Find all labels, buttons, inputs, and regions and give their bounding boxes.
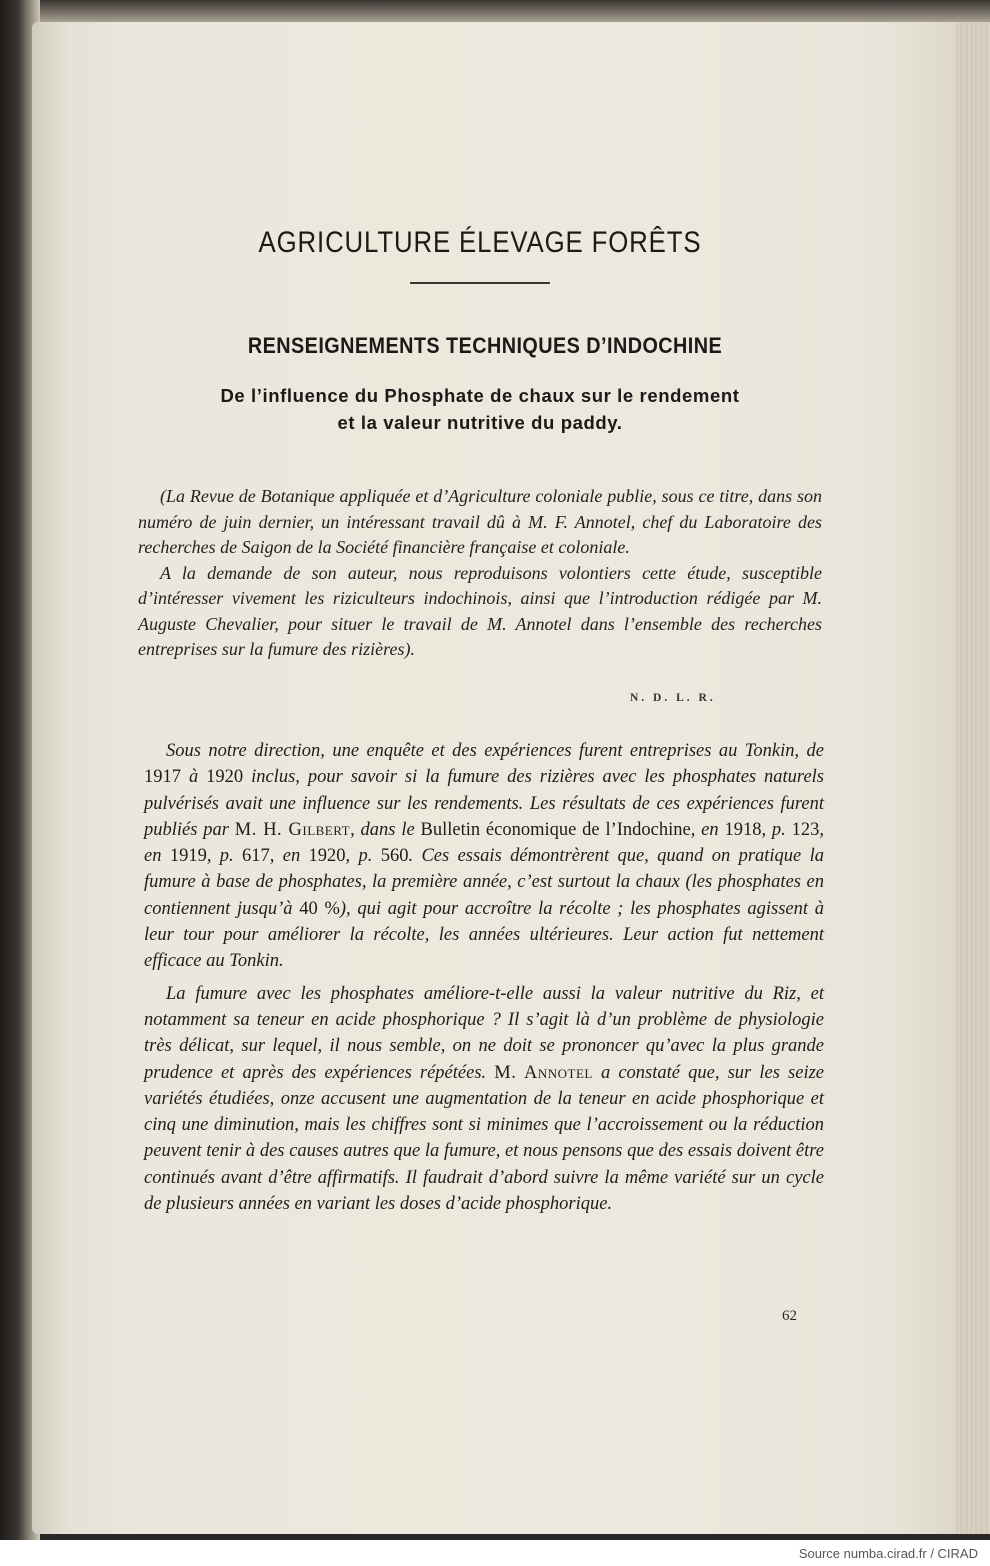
page-number: 62 bbox=[782, 1308, 797, 1324]
article-title-line-1: De l’influence du Phosphate de chaux sur le rendement bbox=[220, 385, 740, 406]
text-run: Sous notre direction, une enquête et des expériences furent entreprises au Tonkin, de bbox=[166, 741, 824, 761]
text-run: inclus, pour savoir si la fumure des rizières avec les phosphates naturels pulvérisés avait une influence sur les rendements. Les résultats de ces expériences furent publiés par bbox=[144, 767, 824, 840]
editor-note bbox=[138, 484, 822, 663]
text-run: , dans le bbox=[350, 819, 421, 840]
text-run: , en bbox=[144, 819, 825, 867]
editor-note-paragraph-1: (La Revue de Botanique appliquée et d’Agriculture coloniale publie, sous ce titre, dans son numéro de juin dernier, un intéressant travail dû à M. F. Annotel, chef du Laboratoire des recherches de Saigon de la Société financière française et coloniale. bbox=[138, 486, 822, 557]
editor-note-paragraph-2: A la demande de son auteur, nous reproduisons volontiers cette étude, susceptible d’intéresser vivement les riziculteurs indochinois, ainsi que l’introduction rédigée par M. Auguste Chevalier, pour situer le travail de M. Annotel dans l’ensemble des recherches entreprises sur la fumure des rizières). bbox=[138, 562, 822, 659]
text-run: à bbox=[181, 767, 207, 788]
article-body bbox=[144, 738, 824, 1217]
body-paragraph-2 bbox=[144, 981, 824, 1218]
reference-number: 123 bbox=[791, 819, 820, 840]
author-name: M. Annotel bbox=[494, 1062, 593, 1083]
section-title: AGRICULTURE ÉLEVAGE FORÊTS bbox=[258, 226, 702, 259]
article-title-line-2: et la valeur nutritive du paddy. bbox=[337, 412, 623, 433]
article-title bbox=[120, 382, 840, 436]
text-run: , en bbox=[690, 819, 725, 840]
text-run: La fumure avec les phosphates améliore-t-elle aussi la valeur nutritive du Riz, et notamment sa teneur en acide phosphorique ? Il s’agit là d’un problème de physiologie très délicat, sur lequel, il nous semble, on ne doit se prononcer qu’avec la plus grande prudence et après des expériences répétées. bbox=[144, 983, 824, 1083]
text-run: , en bbox=[269, 846, 309, 867]
percentage: 40 % bbox=[299, 898, 340, 919]
year: 1917 bbox=[144, 767, 181, 788]
text-run: ), qui agit pour accroître la récolte ; les phosphates agissent à leur tour pour améliorer la récolte, les années ultérieures. Leur action fut nettement efficace au Tonkin. bbox=[144, 898, 824, 972]
reference-number: 1918 bbox=[724, 819, 762, 840]
source-credit: Source numba.cirad.fr / CIRAD bbox=[798, 1546, 978, 1561]
journal-name: Bulletin économique de l’Indochine bbox=[420, 819, 691, 840]
editor-signature: N. D. L. R. bbox=[630, 692, 716, 704]
year: 1920 bbox=[206, 767, 244, 788]
text-run: a constaté que, sur les seize variétés étudiées, onze accusent une augmentation de la teneur en acide phosphorique et cinq une diminution, mais les chiffres sont si minimes que l’accroissement ou la réduction peuvent tenir à des causes autres que la fumure, et nous pensons que des essais doivent être continués avant d’être affirmatifs. Il faudrait d’abord suivre la même variété sur un cycle de plusieurs années en variant les doses d’acide phosphorique. bbox=[144, 1062, 824, 1215]
title-rule bbox=[410, 282, 550, 284]
reference-number: 1920 bbox=[308, 846, 346, 867]
text-run: , p. bbox=[761, 819, 792, 840]
text-run: , p. bbox=[345, 846, 381, 867]
reference-number: 560 bbox=[380, 846, 409, 867]
text-run: , p. bbox=[206, 846, 243, 867]
body-paragraph-1 bbox=[144, 738, 824, 975]
reference-number: 1919 bbox=[169, 846, 207, 867]
reference-number: 617 bbox=[242, 846, 270, 867]
subheading: RENSEIGNEMENTS TECHNIQUES D’INDOCHINE bbox=[247, 333, 723, 358]
author-name: M. H. Gilbert bbox=[234, 819, 351, 840]
text-run: . Ces essais démontrèrent que, quand on pratique la fumure à base de phosphates, la première année, c’est surtout la chaux (les phosphates en contiennent jusqu’à bbox=[144, 846, 825, 919]
